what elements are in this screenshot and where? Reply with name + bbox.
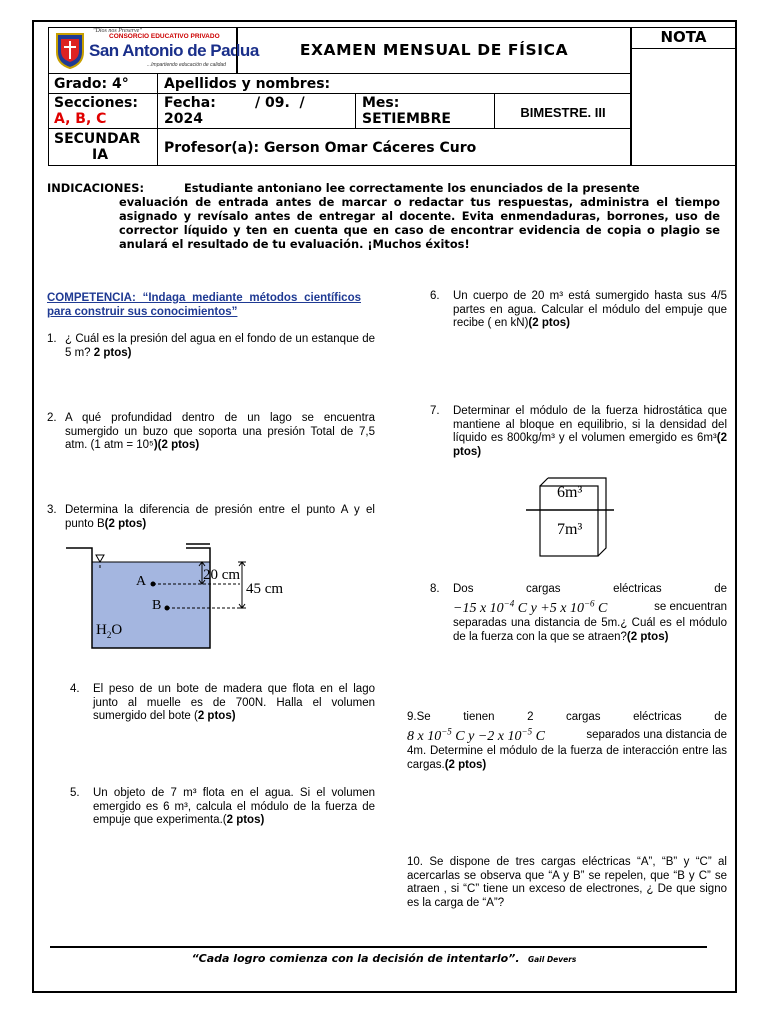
level-line2: IA bbox=[92, 147, 109, 163]
grado-cell bbox=[48, 73, 158, 94]
footer-rule bbox=[50, 946, 707, 948]
q8-number: 8. bbox=[430, 583, 440, 595]
mes-label: Mes: bbox=[362, 95, 400, 111]
question-10: 10. Se dispone de tres cargas eléctricas “A”, “B” y “C” al acercarlas se observa que “A y B” se repelen, que “B y C” se atraen , si “C” tiene un exceso de electrones, ¿ De que signo es la carga de “A”? bbox=[407, 856, 727, 909]
secciones-value: A, B, C bbox=[54, 111, 107, 127]
bimestre-cell bbox=[494, 93, 632, 129]
school-crest-icon bbox=[53, 30, 87, 70]
fecha-label: Fecha: bbox=[164, 95, 216, 111]
question-9-charges: 8 x $10^{-5}$ C y −2 x $10^{-5}$ C separados una distancia de bbox=[407, 726, 727, 744]
profesor-label: Profesor(a): Gerson Omar Cáceres Curo bbox=[164, 140, 477, 156]
question-9-lead: 9.Se tienen 2 cargas eléctricas de bbox=[407, 711, 727, 723]
level-cell bbox=[48, 128, 158, 166]
question-2: A qué profundidad dentro de un lago se encuentra sumergido un buzo que soporta una presión Total de 7,5 atm. (1 atm = 10⁵)(2 ptos) bbox=[65, 412, 375, 451]
indicaciones-body: evaluación de entrada antes de marcar o redactar tus respuestas, administra el tiempo asignado y revísalo antes de entregar al docente. Evita enmendaduras, borrones, uso de corrector líquido y ten en cuenta que en caso de encontrar evidencia de copia o plagio se anulará el resultado de tu evaluación. ¡Muchos éxitos! bbox=[119, 195, 720, 251]
fluid-label: $H_2O$ bbox=[96, 622, 123, 640]
fecha-value: / 09. / bbox=[255, 95, 305, 111]
logo-motto: "Dios nos Preserve" bbox=[93, 28, 142, 34]
q2-number: 2. bbox=[47, 412, 57, 424]
apellidos-label: Apellidos y nombres: bbox=[164, 76, 331, 92]
mes-cell bbox=[355, 93, 495, 129]
q1-number: 1. bbox=[47, 333, 57, 345]
q6-number: 6. bbox=[430, 290, 440, 302]
logo-school-name: San Antonio de Padua bbox=[89, 41, 259, 60]
dimension-45cm: 45 cm bbox=[246, 581, 284, 597]
question-3: Determina la diferencia de presión entre el punto A y el punto B(2 ptos) bbox=[65, 504, 375, 530]
grado-label: Grado: 4° bbox=[54, 76, 129, 92]
apellidos-cell[interactable] bbox=[157, 73, 632, 94]
bimestre-label: BIMESTRE. III bbox=[520, 105, 606, 120]
question-8-lead: Dos cargas eléctricas de bbox=[453, 583, 727, 595]
point-a-label: A bbox=[136, 574, 147, 589]
question-1: ¿ Cuál es la presión del agua en el fondo de un estanque de 5 m? 2 ptos) bbox=[65, 333, 375, 359]
point-b-label: B bbox=[152, 598, 162, 613]
level-line1: SECUNDAR bbox=[54, 131, 141, 147]
block-top-volume: 6m³ bbox=[557, 484, 583, 501]
competencia-heading: COMPETENCIA: “Indaga mediante métodos científicos para construir sus conocimientos” bbox=[47, 292, 361, 318]
question-8-rest: separadas una distancia de 5m.¿ Cuál es el módulo de la fuerza con la que se atraen?(2 ptos) bbox=[453, 617, 727, 643]
nota-header-band bbox=[630, 27, 737, 49]
q3-number: 3. bbox=[47, 504, 57, 516]
secciones-cell bbox=[48, 93, 158, 129]
fecha-cell[interactable] bbox=[157, 93, 356, 129]
title-cell bbox=[236, 27, 632, 74]
logo-tagline: ...Impartiendo educación de calidad bbox=[147, 62, 226, 68]
question-4: El peso de un bote de madera que flota en el lago junto al muelle es de 700N. Halla el volumen sumergido del bote (2 ptos) bbox=[93, 683, 375, 722]
logo-cell bbox=[48, 27, 259, 74]
nota-label: NOTA bbox=[660, 28, 707, 46]
indicaciones-line1: Estudiante antoniano lee correctamente los enunciados de la presente bbox=[184, 181, 640, 195]
question-8-charges: −15 x $10^{-4}$ C y +5 x $10^{-6}$ C se encuentran bbox=[453, 598, 727, 616]
question-6: Un cuerpo de 20 m³ está sumergido hasta sus 4/5 partes en agua. Calcular el módulo del empuje que recibe ( en kN)(2 ptos) bbox=[453, 290, 727, 329]
year-value: 2024 bbox=[164, 111, 203, 127]
q7-number: 7. bbox=[430, 405, 440, 417]
logo-consortium: CONSORCIO EDUCATIVO PRIVADO bbox=[109, 33, 220, 40]
question-9-rest: 4m. Determine el módulo de la fuerza de interacción entre las cargas.(2 ptos) bbox=[407, 745, 727, 771]
block-bottom-volume: 7m³ bbox=[557, 521, 583, 538]
dimension-20cm: 20 cm bbox=[203, 567, 241, 583]
question-5: Un objeto de 7 m³ flota en el agua. Si el volumen emergido es 6 m³, calcula el módulo de la fuerza de empuje que experimenta.(2 ptos) bbox=[93, 787, 375, 826]
indicaciones-label: INDICACIONES: bbox=[47, 181, 144, 195]
secciones-label: Secciones: bbox=[54, 95, 138, 111]
q4-number: 4. bbox=[70, 683, 80, 695]
surface-marker-icon bbox=[96, 555, 104, 562]
profesor-cell bbox=[157, 128, 632, 166]
question-7: Determinar el módulo de la fuerza hidrostática que mantiene al bloque en equilibrio, si la densidad del líquido es 800kg/m³ y el volumen emergido es 6m³(2 ptos) bbox=[453, 405, 727, 458]
mes-value: SETIEMBRE bbox=[362, 111, 451, 127]
exam-title: EXAMEN MENSUAL DE FÍSICA bbox=[299, 41, 569, 59]
q5-number: 5. bbox=[70, 787, 80, 799]
footer-quote: “Cada logro comienza con la decisión de intentarlo”. Gail Devers bbox=[191, 952, 577, 965]
